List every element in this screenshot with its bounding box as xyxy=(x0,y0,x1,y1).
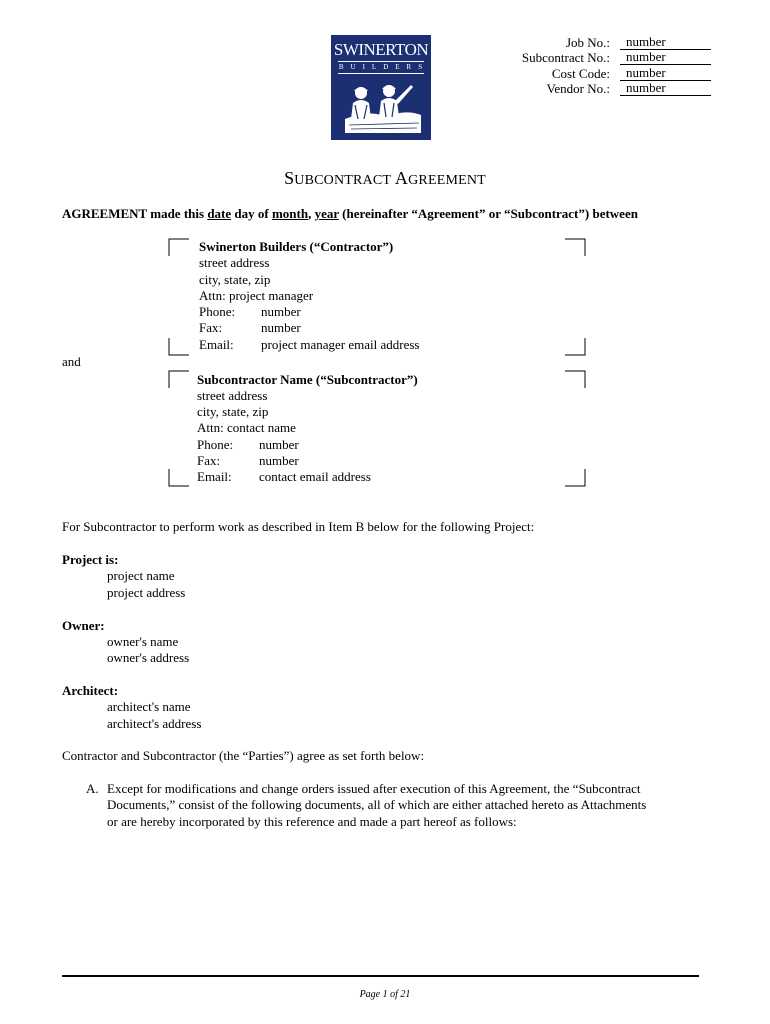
subcontractor-email-label: Email: xyxy=(197,469,232,484)
owner-name: owner's name xyxy=(107,634,179,649)
year-field[interactable]: year xyxy=(314,206,339,221)
page-number: Page 1 of 21 xyxy=(359,989,411,1000)
logo-title: SWINERTON xyxy=(333,40,429,59)
item-a-line: Except for modifications and change orders issued after execution of this Agreement, the “Subcontract xyxy=(107,781,641,796)
address-bracket-icon xyxy=(168,238,190,256)
job-no-field[interactable]: number xyxy=(620,35,711,50)
address-bracket-icon xyxy=(564,469,586,487)
contractor-attn: Attn: project manager xyxy=(199,288,314,303)
architect-name: architect's name xyxy=(107,699,191,714)
project-name: project name xyxy=(107,568,175,583)
logo-divider xyxy=(338,73,424,74)
vendor-no-field[interactable]: number xyxy=(620,81,711,96)
contractor-city: city, state, zip xyxy=(199,272,271,287)
contractor-fax-label: Fax: xyxy=(199,320,223,335)
builders-illustration-icon xyxy=(339,79,423,135)
document-title: SUBCONTRACT AGREEMENT xyxy=(284,168,486,188)
address-bracket-icon xyxy=(564,338,586,356)
company-logo xyxy=(331,35,431,140)
architect-heading: Architect: xyxy=(62,683,119,698)
item-a-line: Documents,” consist of the following documents, all of which are either attached hereto as Attachments xyxy=(107,797,647,812)
subcontractor-fax: number xyxy=(259,453,299,468)
footer-divider xyxy=(62,975,699,977)
contractor-email-label: Email: xyxy=(199,337,234,352)
job-no-label: Job No.: xyxy=(565,35,610,50)
agreement-intro: AGREEMENT made this date day of month, year (hereinafter “Agreement” or “Subcontract”) between xyxy=(62,206,638,221)
address-bracket-icon xyxy=(168,370,190,388)
parties-statement: Contractor and Subcontractor (the “Parties”) agree as set forth below: xyxy=(62,748,425,763)
address-bracket-icon xyxy=(564,238,586,256)
subcontractor-fax-label: Fax: xyxy=(197,453,221,468)
subcontract-no-row xyxy=(470,50,705,66)
address-bracket-icon xyxy=(168,338,190,356)
owner-address: owner's address xyxy=(107,650,190,665)
and-label: and xyxy=(62,354,81,369)
contractor-phone-label: Phone: xyxy=(199,304,236,319)
contractor-phone: number xyxy=(261,304,301,319)
contractor-email: project manager email address xyxy=(261,337,420,352)
address-bracket-icon xyxy=(564,370,586,388)
architect-address: architect's address xyxy=(107,716,202,731)
logo-divider xyxy=(338,61,424,62)
cost-code-field[interactable]: number xyxy=(620,66,711,81)
vendor-no-label: Vendor No.: xyxy=(546,81,610,96)
subcontract-no-field[interactable]: number xyxy=(620,50,711,65)
month-field[interactable]: month xyxy=(271,206,309,221)
vendor-no-row xyxy=(470,81,705,97)
contractor-fax: number xyxy=(261,320,301,335)
subcontractor-phone: number xyxy=(259,437,299,452)
cost-code-row xyxy=(470,66,705,82)
subcontract-no-label: Subcontract No.: xyxy=(521,50,610,65)
job-no-row xyxy=(470,35,705,51)
subcontractor-city: city, state, zip xyxy=(197,404,269,419)
cost-code-label: Cost Code: xyxy=(551,66,610,81)
subcontractor-email: contact email address xyxy=(259,469,371,484)
address-bracket-icon xyxy=(168,469,190,487)
subcontractor-street: street address xyxy=(197,388,268,403)
subcontractor-attn: Attn: contact name xyxy=(197,420,296,435)
project-address: project address xyxy=(107,585,186,600)
subcontractor-phone-label: Phone: xyxy=(197,437,234,452)
perform-statement: For Subcontractor to perform work as described in Item B below for the following Project: xyxy=(62,519,535,534)
subcontractor-name: Subcontractor Name (“Subcontractor”) xyxy=(197,372,418,387)
date-field[interactable]: date xyxy=(207,206,232,221)
item-a-marker: A. xyxy=(86,781,99,796)
project-heading: Project is: xyxy=(62,552,119,567)
contractor-street: street address xyxy=(199,255,270,270)
logo-subtitle: BUILDERS xyxy=(338,63,430,71)
item-a-line: or are hereby incorporated by this reference and made a part hereof as follows: xyxy=(107,814,517,829)
contractor-name: Swinerton Builders (“Contractor”) xyxy=(199,239,394,254)
owner-heading: Owner: xyxy=(62,618,105,633)
